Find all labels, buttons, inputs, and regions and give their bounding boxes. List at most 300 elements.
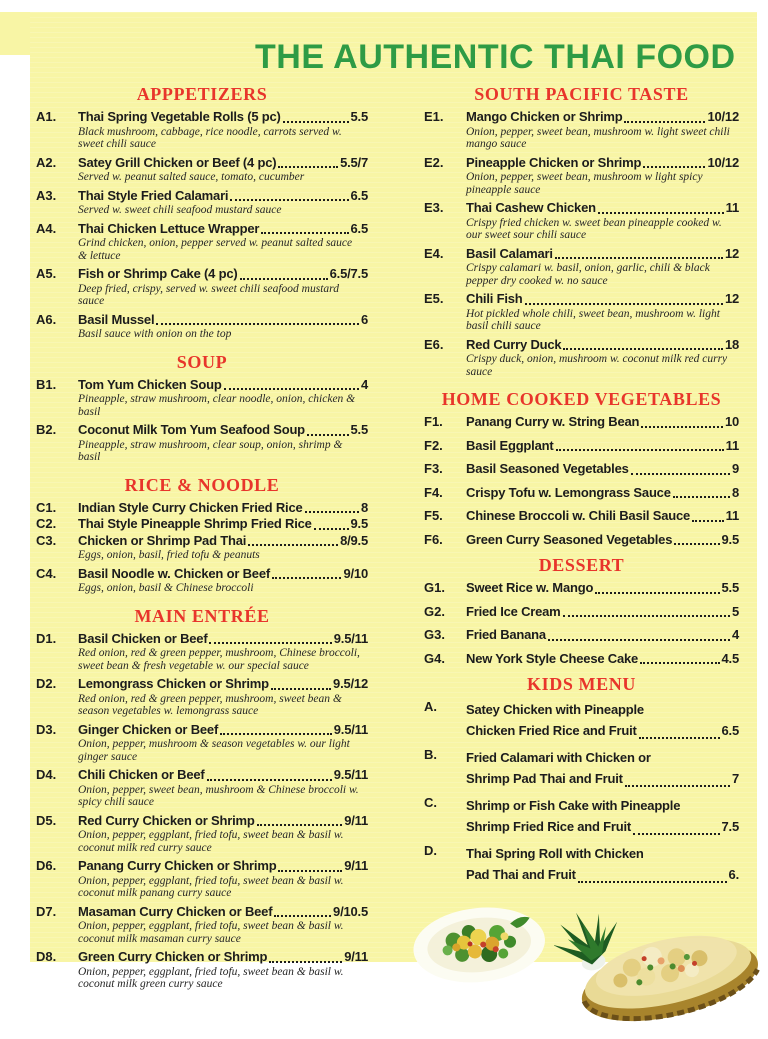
item-line [78,676,368,692]
section-items [36,500,368,598]
item-price: 18 [724,336,739,352]
item-line [78,631,368,647]
menu-sheet [30,12,757,990]
item-line [78,904,368,920]
item-name: Thai Cashew Chicken [466,200,596,215]
menu-item [36,377,368,422]
dot-leader [641,426,723,428]
item-price: 9.5/12 [333,676,368,691]
menu-item [36,422,368,467]
menu-item [424,438,739,454]
item-name: Basil Chicken or Beef [78,630,208,646]
item-name: Green Curry Seasoned Vegetables [466,531,673,547]
dot-leader [598,212,724,214]
item-name: Pineapple Chicken or Shrimp [466,154,642,170]
menu-item [36,266,368,311]
item-code: D6. [36,858,57,873]
item-price: 5.5/7 [340,154,368,170]
item-name: Red Curry Duck [466,336,562,352]
dot-leader [639,737,720,739]
item-description: Onion, pepper, eggplant, fried tofu, sweet bean & basil w. coconut milk red curry sauce [78,829,344,854]
left-column [36,84,368,1039]
item-name: Coconut Milk Tom Yum Seafood Soup [78,422,305,437]
item-code: E2. [424,154,444,170]
item-price: 4 [731,627,739,642]
item-name: Chili Chicken or Beef [78,767,205,782]
item-line [466,246,739,262]
item-name: Thai Style Fried Calamari [78,187,229,203]
item-code: A. [424,699,437,714]
item-price: 9/10.5 [333,903,368,919]
menu-columns [36,84,739,1039]
dot-leader [278,166,338,168]
menu-item [424,200,739,245]
item-line [466,461,739,477]
dot-leader [643,166,705,168]
item-name: Indian Style Curry Chicken Fried Rice [78,499,303,515]
menu-item [36,813,368,858]
item-name: Thai Spring Roll with Chicken [466,846,644,861]
item-body [78,767,368,812]
dot-leader [595,592,719,594]
item-body [466,795,739,837]
item-price: 6.5 [721,723,739,738]
dot-leader [269,961,342,963]
pineapple-fried-rice-photo [554,891,768,1039]
item-line-2 [466,816,739,837]
dot-leader [555,257,723,259]
item-price: 11 [725,437,739,453]
item-code: E5. [424,291,444,306]
item-description: Crispy calamari w. basil, onion, garlic, chili & black pepper dry cooked w. no sauce [466,262,710,287]
item-line [78,221,368,237]
section-items [36,377,368,467]
section-items [424,580,739,666]
section-items [424,109,739,381]
item-description: Served w. peanut salted sauce, tomato, cucumber [78,171,305,183]
item-line [466,485,739,501]
item-price: 12 [724,245,739,261]
dot-leader [640,662,719,664]
item-body [466,651,739,667]
item-code: B2. [36,422,57,437]
item-name: Shrimp or Fish Cake with Pineapple [466,798,681,813]
item-body [466,414,739,430]
dot-leader [240,278,328,280]
section-heading: HOME COOKED VEGETABLES [441,389,722,409]
item-description: Served w. sweet chili seafood mustard sauce [78,204,282,216]
item-price: 9.5 [350,516,368,531]
section-appetizers [36,84,368,344]
dot-leader [248,544,338,546]
item-line [78,266,368,282]
item-description: Onion, pepper, eggplant, fried tofu, sweet bean & basil w. coconut milk green curry sauce [78,965,344,990]
menu-item [424,627,739,643]
menu-item [36,533,368,565]
item-price: 4.5 [721,650,739,666]
menu-item [424,485,739,501]
item-line [78,377,368,393]
item-line [78,722,368,738]
dot-leader [274,915,331,917]
menu-item [36,676,368,721]
item-code: D7. [36,903,57,919]
item-code: A5. [36,266,57,281]
item-description: Deep fried, crispy, served w. sweet chili seafood mustard sauce [78,282,339,307]
item-price: 9/11 [344,949,368,964]
section-heading: SOUP [176,351,228,372]
menu-item [36,516,368,532]
menu-item [424,651,739,667]
item-price: 5.5 [721,580,739,595]
dot-leader [556,449,724,451]
item-code: B. [424,747,437,762]
item-body [78,377,368,422]
item-price: 9.5/11 [333,721,368,737]
item-price: 8 [731,484,739,500]
item-code: E4. [424,245,444,261]
item-code: F4. [424,484,443,500]
item-price: 10/12 [707,154,739,170]
item-body [466,747,739,789]
item-code: B1. [36,376,57,392]
menu-item [424,604,739,620]
item-code: E3. [424,200,444,215]
item-line [78,109,368,125]
section-heading: APPPETIZERS [136,84,268,104]
item-price: 9/11 [344,858,368,873]
item-line-1 [466,747,739,768]
section-soup [36,352,368,467]
item-body [78,949,368,994]
item-body [466,291,739,336]
item-line [466,508,739,524]
menu-item [424,109,739,154]
section-items [424,699,739,885]
item-body [466,200,739,245]
section-south-pacific [424,84,739,381]
item-line [78,188,368,204]
menu-item [36,221,368,266]
menu-item [36,858,368,903]
dot-leader [624,121,705,123]
section-heading: DESSERT [538,555,625,575]
item-name: Satey Grill Chicken or Beef (4 pc) [78,154,277,170]
menu-item [424,461,739,477]
dot-leader [563,348,722,350]
menu-item [36,566,368,598]
dot-leader [283,121,349,123]
dot-leader [224,388,359,390]
item-code: C. [424,795,437,810]
item-price: 9.5/11 [333,767,368,782]
item-code: C1. [36,499,57,515]
item-line [466,414,739,430]
item-code: A3. [36,187,57,203]
item-line [78,858,368,874]
item-line [466,155,739,171]
item-line-2 [466,768,739,789]
dot-leader [220,733,332,735]
dot-leader [548,639,730,641]
item-code: D5. [36,812,57,828]
item-description: Pineapple, straw mushroom, clear noodle, onion, chicken & basil [78,393,356,418]
menu-item [36,500,368,516]
section-items [36,631,368,994]
dot-leader [314,528,349,530]
item-description: Onion, pepper, sweet bean, mushroom w. light sweet chili mango sauce [466,125,730,150]
item-line-1 [466,699,739,720]
item-body [78,516,368,532]
item-name: Tom Yum Chicken Soup [78,376,222,392]
item-description: Pineapple, straw mushroom, clear soup, onion, shrimp & basil [78,438,343,463]
item-price: 9.5/11 [333,630,368,646]
item-name: Green Curry Chicken or Shrimp [78,949,268,964]
item-line [466,291,739,307]
item-description: Onion, pepper, mushroom & season vegetables w. our light ginger sauce [78,738,350,763]
item-name: New York Style Cheese Cake [466,650,639,666]
menu-item [36,155,368,187]
item-line [78,516,368,532]
item-code: D2. [36,676,57,691]
dot-leader [692,520,724,522]
item-body [466,699,739,741]
item-price: 9 [731,461,739,476]
item-name: Thai Chicken Lettuce Wrapper [78,220,260,236]
item-line [78,949,368,965]
item-description: Onion, pepper, eggplant, fried tofu, sweet bean & basil w. coconut milk panang curry sauce [78,874,344,899]
menu-item [36,949,368,994]
item-description: Onion, pepper, sweet bean, mushroom w light spicy pineapple sauce [466,171,703,196]
item-line [78,312,368,328]
item-name: Chicken or Shrimp Pad Thai [78,532,247,548]
item-line [78,533,368,549]
item-code: D1. [36,630,57,646]
item-name: Basil Calamari [466,245,553,261]
section-main-entree [36,606,368,994]
item-body [78,500,368,516]
item-code: E6. [424,336,444,352]
dot-leader [156,323,359,325]
item-price: 9.5 [721,531,739,547]
item-price: 9/10 [343,565,368,581]
item-body [466,843,739,885]
item-price: 5.5 [350,109,368,124]
item-line [466,580,739,596]
item-body [78,813,368,858]
item-description: Onion, pepper, eggplant, fried tofu, sweet bean & basil w. coconut milk masaman curry sauce [78,920,344,945]
item-line [466,627,739,643]
menu-item [424,699,739,741]
item-body [466,532,739,548]
item-body [466,246,739,291]
item-name: Basil Seasoned Vegetables [466,461,629,476]
item-code: F5. [424,508,443,523]
dot-leader [271,688,331,690]
dot-leader [261,232,348,234]
item-description: Black mushroom, cabbage, rice noodle, carrots served w. sweet chili sauce [78,125,342,150]
item-body [78,676,368,721]
item-line-2 [466,864,739,885]
item-name: Chinese Broccoli w. Chili Basil Sauce [466,508,691,523]
dot-leader [578,881,727,883]
item-price: 11 [725,508,739,523]
item-description: Red onion, red & green pepper, mushroom, sweet bean & season vegetables w. lemongrass sauce [78,692,342,717]
item-price: 7.5 [721,819,739,834]
dot-leader [209,642,331,644]
item-body [466,461,739,477]
item-line [466,532,739,548]
dot-leader [207,779,332,781]
menu-item [36,631,368,676]
item-body [466,109,739,154]
item-body [78,631,368,676]
item-price: 9/11 [344,812,368,828]
item-description: Eggs, onion, basil, fried tofu & peanuts [78,549,260,561]
item-price: 8/9.5 [340,532,368,548]
dot-leader [272,577,342,579]
item-code: D8. [36,949,57,964]
item-name: Fried Banana [466,627,546,642]
item-code: G3. [424,627,445,642]
item-price: 10 [724,414,739,429]
menu-item [424,795,739,837]
item-code: F1. [424,414,443,429]
item-price: 8 [360,499,368,515]
section-home-vegetables [424,389,739,547]
item-name: Mango Chicken or Shrimp [466,109,623,124]
menu-item [424,580,739,596]
item-body [78,422,368,467]
item-name: Chili Fish [466,291,523,306]
item-line [78,155,368,171]
item-code: C4. [36,565,57,581]
item-code: D3. [36,721,57,737]
item-code: E1. [424,109,444,124]
item-name: Thai Spring Vegetable Rolls (5 pc) [78,109,281,124]
menu-item [36,767,368,812]
item-name: Basil Noodle w. Chicken or Beef [78,565,270,581]
item-price: 6.5 [350,220,368,236]
section-kids-menu [424,674,739,885]
item-name: Fried Calamari with Chicken or [466,750,651,765]
item-body [78,221,368,266]
item-body [78,904,368,949]
menu-item [424,508,739,524]
item-description: Basil sauce with onion on the top [78,328,232,340]
dot-leader [631,473,730,475]
item-line [466,651,739,667]
item-code: F2. [424,437,443,453]
item-price: 7 [731,771,739,786]
dot-leader [305,511,359,513]
menu-item [36,312,368,344]
item-price: 11 [725,200,739,215]
item-body [78,266,368,311]
item-body [466,627,739,643]
item-name-continued: Pad Thai and Fruit [466,867,576,882]
item-body [78,155,368,187]
item-line [78,813,368,829]
item-line [466,604,739,620]
dot-leader [674,543,719,545]
item-code: C3. [36,532,57,548]
item-body [78,722,368,767]
item-body [78,533,368,565]
menu-item [424,155,739,200]
item-code: D. [424,843,437,858]
menu-item [424,291,739,336]
item-body [78,858,368,903]
item-description: Crispy fried chicken w. sweet bean pineapple cooked w. our sweet sour chili sauce [466,216,722,241]
item-body [466,155,739,200]
item-name: Thai Style Pineapple Shrimp Fried Rice [78,516,312,531]
item-code: F3. [424,461,443,476]
item-line [466,337,739,353]
item-code: G1. [424,580,445,595]
item-line [78,422,368,438]
item-body [466,604,739,620]
item-code: G4. [424,650,445,666]
item-line [466,200,739,216]
dot-leader [563,615,730,617]
section-heading: MAIN ENTRÉE [134,605,270,626]
dot-leader [307,434,349,436]
dot-leader [230,199,348,201]
item-description: Red onion, red & green pepper, mushroom, Chinese broccoli, sweet bean & fresh vegetable w. our special sauce [78,647,360,672]
item-code: A2. [36,154,57,170]
section-dessert [424,555,739,666]
item-code: A1. [36,109,57,124]
item-body [466,580,739,596]
section-heading: SOUTH PACIFIC TASTE [474,84,689,104]
item-body [78,566,368,598]
menu-item [36,722,368,767]
item-body [466,438,739,454]
menu-item [424,747,739,789]
item-name-continued: Shrimp Fried Rice and Fruit [466,819,632,834]
menu-title: THE AUTHENTIC THAI FOOD [255,38,736,76]
menu-item [36,904,368,949]
item-description: Crispy duck, onion, mushroom w. coconut milk red curry sauce [466,353,728,378]
section-heading: KIDS MENU [527,674,636,694]
item-name: Panang Curry w. String Bean [466,414,640,429]
menu-item [424,843,739,885]
item-description: Hot pickled whole chili, sweet bean, mushroom w. light basil chili sauce [466,307,720,332]
item-name: Masaman Curry Chicken or Beef [78,903,273,919]
item-code: F6. [424,531,443,547]
dot-leader [257,824,343,826]
item-line-1 [466,843,739,864]
section-heading: RICE & NOODLE [124,474,280,495]
item-price: 6 [360,311,368,327]
menu-item [424,532,739,548]
item-name: Basil Mussel [78,311,155,327]
item-name: Basil Eggplant [466,437,554,453]
menu-item [424,337,739,382]
item-name: Fish or Shrimp Cake (4 pc) [78,266,238,281]
item-line [78,566,368,582]
item-price: 5.5 [350,422,368,437]
item-line-1 [466,795,739,816]
menu-item [36,109,368,154]
item-name: Satey Chicken with Pineapple [466,702,644,717]
item-code: A4. [36,220,57,236]
menu-item [424,246,739,291]
item-price: 6. [728,867,739,882]
dot-leader [625,785,730,787]
item-code: C2. [36,516,57,531]
